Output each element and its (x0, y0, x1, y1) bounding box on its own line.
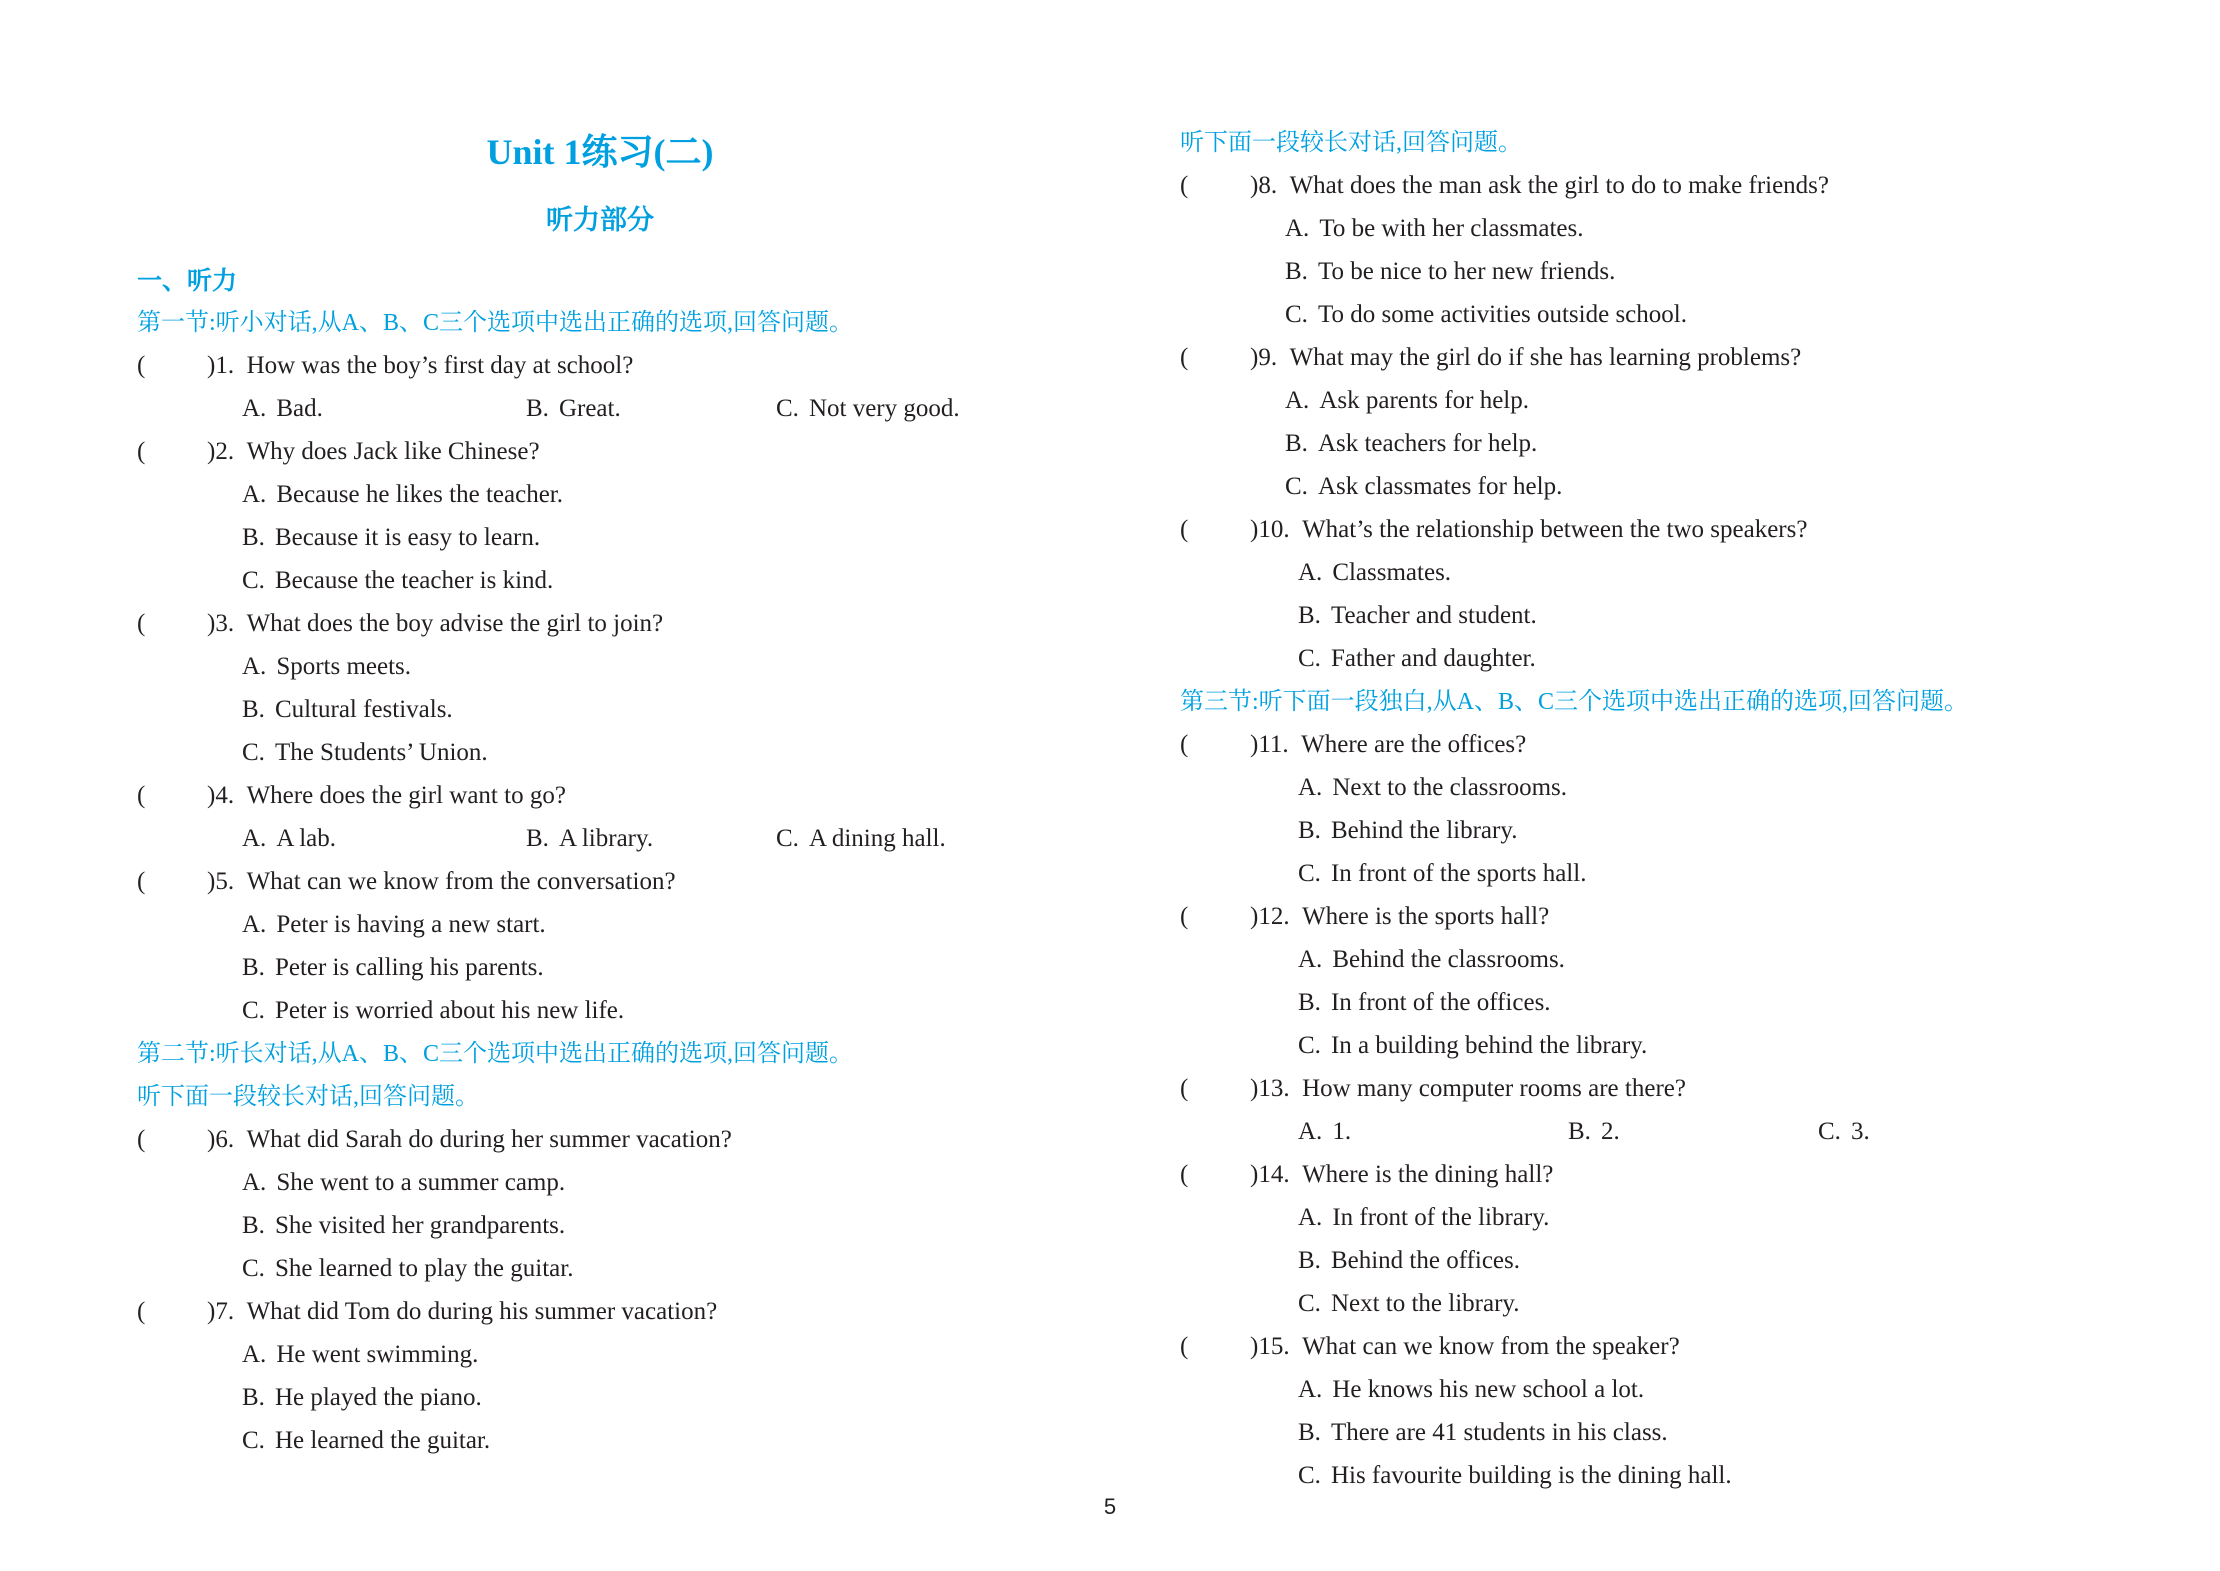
option-text: Sports meets. (276, 653, 412, 680)
option-letter: A. (1298, 1118, 1323, 1145)
answer-paren[interactable]: ( (1180, 344, 1189, 371)
option-text: Next to the library. (1330, 1290, 1520, 1317)
option-text: She learned to play the guitar. (274, 1255, 574, 1282)
option-text: His favourite building is the dining hall. (1330, 1462, 1732, 1489)
option-text: A dining hall. (808, 825, 946, 852)
answer-paren[interactable]: ( (1180, 1075, 1189, 1102)
option-text: Ask classmates for help. (1317, 473, 1563, 500)
option-c (242, 738, 488, 768)
question-number: )15. (1250, 1333, 1290, 1360)
question-text: How many computer rooms are there? (1302, 1075, 1686, 1102)
option-a (242, 394, 323, 424)
answer-paren[interactable]: ( (137, 352, 146, 379)
answer-paren[interactable]: ( (137, 868, 146, 895)
option-text: Teacher and student. (1330, 602, 1537, 629)
option-letter: B. (242, 524, 265, 551)
option-letter: B. (1298, 817, 1321, 844)
question-14 (1180, 1160, 1553, 1190)
option-text: He knows his new school a lot. (1332, 1376, 1645, 1403)
question-text: Where is the sports hall? (1302, 903, 1550, 930)
option-a (242, 652, 411, 682)
question-text: What can we know from the conversation? (246, 868, 676, 895)
section-heading: 一、听力 (137, 266, 238, 295)
question-text: Where is the dining hall? (1302, 1161, 1554, 1188)
question-number: )3. (207, 610, 235, 637)
option-text: 2. (1600, 1118, 1620, 1145)
question-5 (137, 867, 676, 897)
answer-paren[interactable]: ( (137, 1126, 146, 1153)
answer-paren[interactable]: ( (137, 782, 146, 809)
option-letter: A. (1298, 946, 1323, 973)
option-text: Ask parents for help. (1319, 387, 1529, 414)
option-text: Because it is easy to learn. (274, 524, 541, 551)
option-letter: B. (242, 1384, 265, 1411)
option-c (1298, 644, 1536, 674)
option-c (1298, 1289, 1520, 1319)
option-letter: C. (1298, 645, 1321, 672)
option-a (1285, 386, 1529, 416)
option-c (242, 566, 553, 596)
option-text: Bad. (276, 395, 323, 422)
option-text: In front of the library. (1332, 1204, 1550, 1231)
option-text: Because he likes the teacher. (276, 481, 563, 508)
question-text: Why does Jack like Chinese? (246, 438, 540, 465)
question-text: What did Sarah do during her summer vacation? (246, 1126, 732, 1153)
option-a (242, 824, 336, 854)
option-letter: A. (1298, 1204, 1323, 1231)
question-2 (137, 437, 540, 467)
question-text: What may the girl do if she has learning problems? (1289, 344, 1802, 371)
question-9 (1180, 343, 1801, 373)
option-text: In front of the sports hall. (1330, 860, 1587, 887)
answer-paren[interactable]: ( (137, 610, 146, 637)
option-letter: B. (242, 954, 265, 981)
option-text: Behind the classrooms. (1332, 946, 1565, 973)
option-text: Peter is having a new start. (276, 911, 546, 938)
question-number: )11. (1250, 731, 1289, 758)
option-c (776, 824, 946, 854)
question-number: )14. (1250, 1161, 1290, 1188)
answer-paren[interactable]: ( (1180, 172, 1189, 199)
answer-paren[interactable]: ( (137, 438, 146, 465)
option-letter: A. (242, 911, 267, 938)
option-text: Behind the offices. (1330, 1247, 1521, 1274)
option-letter: A. (1298, 774, 1323, 801)
option-a (1298, 773, 1567, 803)
option-text: Peter is worried about his new life. (274, 997, 625, 1024)
question-3 (137, 609, 663, 639)
option-text: Ask teachers for help. (1317, 430, 1538, 457)
option-letter: A. (1298, 1376, 1323, 1403)
option-letter: B. (526, 395, 549, 422)
option-letter: A. (242, 395, 267, 422)
question-number: )9. (1250, 344, 1278, 371)
option-b (1298, 1418, 1668, 1448)
option-text: 3. (1850, 1118, 1870, 1145)
answer-paren[interactable]: ( (1180, 1333, 1189, 1360)
option-b (242, 1383, 482, 1413)
question-1 (137, 351, 633, 381)
option-a (1298, 1117, 1351, 1147)
option-letter: A. (242, 481, 267, 508)
option-letter: B. (1298, 602, 1321, 629)
part2-sub-instruction: 听下面一段较长对话,回答问题。 (1180, 130, 1522, 156)
option-b (1285, 257, 1615, 287)
option-letter: C. (1285, 301, 1308, 328)
question-12 (1180, 902, 1549, 932)
option-c (1298, 859, 1586, 889)
option-text: Classmates. (1332, 559, 1452, 586)
question-text: What does the man ask the girl to do to make friends? (1289, 172, 1830, 199)
option-b (1298, 988, 1551, 1018)
answer-paren[interactable]: ( (1180, 516, 1189, 543)
option-a (242, 1340, 478, 1370)
option-letter: C. (242, 997, 265, 1024)
option-text: In a building behind the library. (1330, 1032, 1648, 1059)
question-text: What’s the relationship between the two speakers? (1302, 516, 1808, 543)
option-c (1298, 1461, 1732, 1491)
page-subtitle: 听力部分 (546, 205, 654, 236)
option-text: To be nice to her new friends. (1317, 258, 1616, 285)
option-letter: C. (1298, 1462, 1321, 1489)
option-b (242, 523, 540, 553)
option-letter: C. (1285, 473, 1308, 500)
question-number: )10. (1250, 516, 1290, 543)
option-text: Because the teacher is kind. (274, 567, 554, 594)
option-text: She went to a summer camp. (276, 1169, 566, 1196)
question-number: )2. (207, 438, 235, 465)
question-number: )12. (1250, 903, 1290, 930)
option-a (1298, 945, 1565, 975)
option-letter: B. (242, 696, 265, 723)
option-c (242, 996, 624, 1026)
option-letter: A. (242, 653, 267, 680)
question-7 (137, 1297, 717, 1327)
option-b (1298, 601, 1537, 631)
option-letter: C. (242, 1427, 265, 1454)
option-b (1298, 816, 1517, 846)
option-b (242, 1211, 565, 1241)
option-letter: A. (242, 825, 267, 852)
option-letter: C. (242, 567, 265, 594)
option-b (526, 824, 653, 854)
option-letter: C. (1818, 1118, 1841, 1145)
question-text: How was the boy’s first day at school? (246, 352, 634, 379)
option-text: Next to the classrooms. (1332, 774, 1567, 801)
question-13 (1180, 1074, 1686, 1104)
option-a (1298, 558, 1451, 588)
page-number: 5 (1103, 1494, 1117, 1519)
option-a (242, 1168, 565, 1198)
option-text: Cultural festivals. (274, 696, 453, 723)
question-15 (1180, 1332, 1680, 1362)
question-number: )5. (207, 868, 235, 895)
option-text: He went swimming. (276, 1341, 479, 1368)
option-text: Not very good. (808, 395, 960, 422)
option-letter: A. (242, 1341, 267, 1368)
option-c (1285, 472, 1562, 502)
option-letter: B. (242, 1212, 265, 1239)
option-letter: A. (1298, 559, 1323, 586)
question-6 (137, 1125, 732, 1155)
option-text: Behind the library. (1330, 817, 1518, 844)
question-11 (1180, 730, 1526, 760)
option-letter: B. (1298, 1247, 1321, 1274)
question-number: )13. (1250, 1075, 1290, 1102)
question-text: Where are the offices? (1301, 731, 1527, 758)
option-letter: C. (1298, 860, 1321, 887)
option-text: Great. (558, 395, 621, 422)
part2-instruction: 第二节:听长对话,从A、B、C三个选项中选出正确的选项,回答问题。 (137, 1041, 854, 1067)
option-text: Peter is calling his parents. (274, 954, 544, 981)
option-c (1285, 300, 1687, 330)
option-text: He played the piano. (274, 1384, 482, 1411)
question-number: )4. (207, 782, 235, 809)
part1-instruction: 第一节:听小对话,从A、B、C三个选项中选出正确的选项,回答问题。 (137, 310, 854, 336)
question-number: )6. (207, 1126, 235, 1153)
option-text: She visited her grandparents. (274, 1212, 566, 1239)
question-number: )1. (207, 352, 235, 379)
option-letter: C. (1298, 1032, 1321, 1059)
option-a (242, 480, 563, 510)
option-b (1285, 429, 1537, 459)
question-4 (137, 781, 566, 811)
part2-sub-instruction: 听下面一段较长对话,回答问题。 (137, 1084, 479, 1110)
option-letter: C. (776, 395, 799, 422)
option-text: To be with her classmates. (1319, 215, 1584, 242)
option-letter: B. (1298, 989, 1321, 1016)
option-letter: B. (1568, 1118, 1591, 1145)
question-10 (1180, 515, 1807, 545)
question-text: What did Tom do during his summer vacation? (246, 1298, 718, 1325)
question-text: What can we know from the speaker? (1302, 1333, 1680, 1360)
answer-paren[interactable]: ( (137, 1298, 146, 1325)
option-letter: B. (1285, 430, 1308, 457)
option-b (242, 695, 453, 725)
option-text: A library. (558, 825, 654, 852)
option-letter: A. (1285, 387, 1310, 414)
question-text: Where does the girl want to go? (246, 782, 566, 809)
option-b (242, 953, 544, 983)
option-letter: B. (1298, 1419, 1321, 1446)
option-letter: B. (526, 825, 549, 852)
part3-instruction: 第三节:听下面一段独白,从A、B、C三个选项中选出正确的选项,回答问题。 (1180, 689, 1969, 715)
answer-paren[interactable]: ( (1180, 731, 1189, 758)
page-title: Unit 1练习(二) (486, 132, 714, 172)
question-number: )7. (207, 1298, 235, 1325)
answer-paren[interactable]: ( (1180, 903, 1189, 930)
option-letter: C. (776, 825, 799, 852)
option-c (1818, 1117, 1870, 1147)
option-b (1298, 1246, 1520, 1276)
option-text: There are 41 students in his class. (1330, 1419, 1668, 1446)
option-text: 1. (1332, 1118, 1352, 1145)
option-letter: C. (1298, 1290, 1321, 1317)
option-a (1298, 1203, 1549, 1233)
option-a (242, 910, 546, 940)
option-c (1298, 1031, 1647, 1061)
option-c (242, 1426, 490, 1456)
option-text: Father and daughter. (1330, 645, 1536, 672)
option-a (1298, 1375, 1644, 1405)
option-text: A lab. (276, 825, 337, 852)
option-text: To do some activities outside school. (1317, 301, 1687, 328)
option-text: He learned the guitar. (274, 1427, 491, 1454)
question-8 (1180, 171, 1829, 201)
question-number: )8. (1250, 172, 1278, 199)
option-letter: A. (242, 1169, 267, 1196)
option-c (776, 394, 960, 424)
option-c (242, 1254, 573, 1284)
option-b (1568, 1117, 1620, 1147)
option-b (526, 394, 621, 424)
option-letter: B. (1285, 258, 1308, 285)
answer-paren[interactable]: ( (1180, 1161, 1189, 1188)
option-letter: A. (1285, 215, 1310, 242)
option-text: The Students’ Union. (274, 739, 488, 766)
question-text: What does the boy advise the girl to join? (246, 610, 664, 637)
option-text: In front of the offices. (1330, 989, 1551, 1016)
option-a (1285, 214, 1583, 244)
option-letter: C. (242, 1255, 265, 1282)
option-letter: C. (242, 739, 265, 766)
